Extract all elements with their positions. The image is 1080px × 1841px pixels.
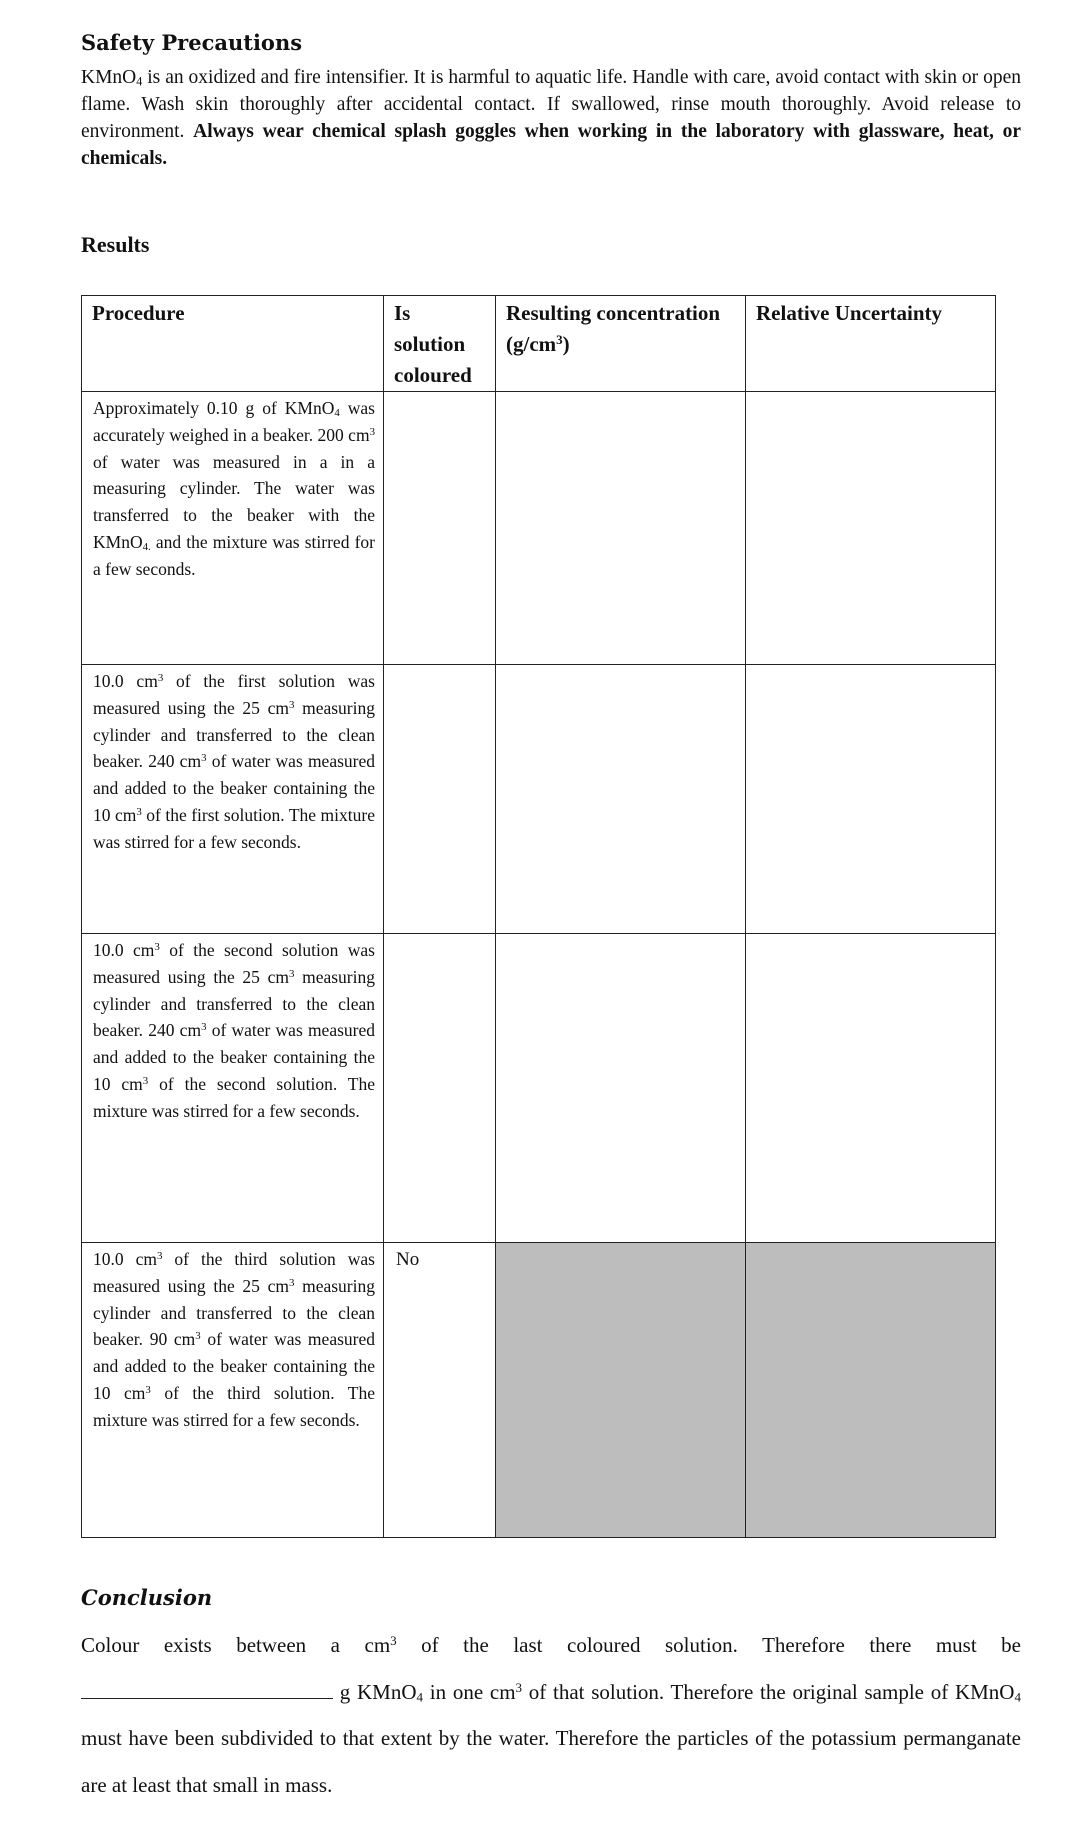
header-concentration: Resulting concentration $(g/cm^3)$ [496, 296, 746, 392]
coloured-cell[interactable] [384, 665, 496, 934]
results-heading: Results [81, 232, 150, 257]
coloured-cell[interactable]: No [384, 1243, 496, 1538]
table-header-row [82, 296, 996, 392]
uncertainty-cell-shaded [746, 1243, 996, 1538]
header-coloured: Is solution coloured [384, 296, 496, 392]
conclusion-heading: Conclusion [81, 1585, 213, 1610]
uncertainty-cell[interactable] [746, 934, 996, 1243]
procedure-cell: 10.0 $cm^3$ of the third solution was measured using the 25 $cm^3$ measuring cylinder and transferred to the clean beaker. 90 $cm^3$ of water was measured and added to the beaker containing the 10 $cm^3$ of the third solution. The mixture was stirred for a few seconds. [82, 1243, 384, 1538]
concentration-cell[interactable] [496, 665, 746, 934]
conclusion-paragraph: Colour exists between a $cm^3$ of the last coloured solution. Therefore there must be g KMnO$_4$ in one $cm^3$ of that solution. Therefore the original sample of KMnO$_4$ must have been subdivided to that extent by the water. Therefore the particles of the potassium permanganate are at least that small in mass. [81, 1632, 1021, 1797]
uncertainty-cell[interactable] [746, 392, 996, 665]
procedure-cell: Approximately 0.10 g of KMnO$_4$ was accurately weighed in a beaker. 200 $cm^3$ of water was measured in a in a measuring cylinder. The water was transferred to the beaker with the KMnO$_{4.}$ and the mixture was stirred for a few seconds. [82, 392, 384, 665]
answer-blank[interactable] [81, 1676, 333, 1699]
table-row [82, 1243, 996, 1538]
concentration-cell[interactable] [496, 392, 746, 665]
safety-paragraph [81, 64, 1021, 172]
concentration-cell-shaded [496, 1243, 746, 1538]
results-table [81, 295, 996, 1538]
safety-heading: Safety Precautions [81, 30, 303, 55]
procedure-cell: 10.0 $cm^3$ of the second solution was measured using the 25 $cm^3$ measuring cylinder and transferred to the clean beaker. 240 $cm^3$ of water was measured and added to the beaker containing the 10 $cm^3$ of the second solution. The mixture was stirred for a few seconds. [82, 934, 384, 1243]
header-uncertainty: Relative Uncertainty [746, 296, 996, 392]
coloured-cell[interactable] [384, 392, 496, 665]
safety-text: is an oxidized and fire intensifier. It is harmful to aquatic life. Handle with care, avoid contact with skin or open flame. Wash skin thoroughly after accidental contact. If swallowed, rinse mouth thoroughly. Avoid release to environment. [81, 67, 1021, 142]
procedure-cell: 10.0 $cm^3$ of the first solution was measured using the 25 $cm^3$ measuring cylinder and transferred to the clean beaker. 240 $cm^3$ of water was measured and added to the beaker containing the 10 $cm^3$ of the first solution. The mixture was stirred for a few seconds. [82, 665, 384, 934]
header-procedure: Procedure [82, 296, 384, 392]
uncertainty-cell[interactable] [746, 665, 996, 934]
safety-warning-bold: Always wear chemical splash goggles when working in the laboratory with glassware, heat, or chemicals. [81, 121, 1021, 169]
subscript: 4 [136, 74, 143, 89]
table-row [82, 392, 996, 665]
formula-text: KMnO [81, 67, 137, 88]
concentration-cell[interactable] [496, 934, 746, 1243]
coloured-cell[interactable] [384, 934, 496, 1243]
table-row [82, 665, 996, 934]
table-row [82, 934, 996, 1243]
